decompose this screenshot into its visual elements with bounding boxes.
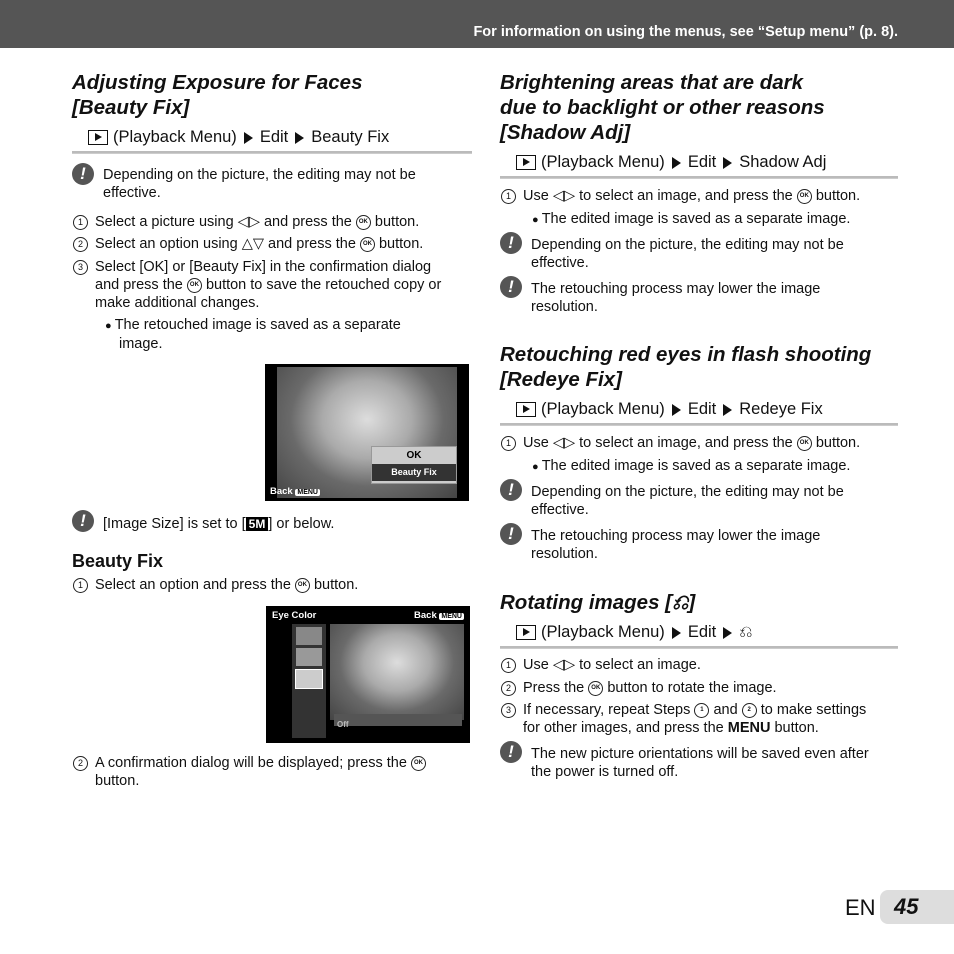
arrow-icon	[672, 404, 681, 416]
eye-option-selected[interactable]	[295, 669, 323, 689]
back-hint: Back MENU	[270, 486, 318, 497]
playback-icon	[516, 402, 536, 417]
rotate-step-2: Press the OK button to rotate the image.	[523, 680, 777, 696]
divider	[500, 176, 898, 179]
caution-icon: !	[500, 479, 522, 501]
section-title-rotate: Rotating images [⎌]	[500, 591, 696, 614]
caution-icon: !	[500, 523, 522, 545]
caution-text: The retouching process may lower the image resolution.	[531, 528, 821, 562]
eye-option[interactable]	[296, 627, 322, 645]
ok-button-icon: OK	[356, 215, 371, 230]
step-number-icon: 3	[73, 260, 88, 275]
arrow-icon	[295, 132, 304, 144]
caution-icon: !	[500, 276, 522, 298]
rotate-icon: ⎌	[739, 623, 753, 641]
step-number-icon: 2	[73, 237, 88, 252]
step-number-icon: 2	[73, 756, 88, 771]
redeye-section	[500, 342, 898, 426]
caution-icon: !	[500, 741, 522, 763]
playback-icon	[88, 130, 108, 145]
step-number-icon: 2	[501, 681, 516, 696]
ok-button-icon: OK	[797, 436, 812, 451]
rotate-step-1: Use ◁▷ to select an image.	[523, 657, 701, 673]
ok-button-icon: OK	[797, 189, 812, 204]
setup-menu-reference: For information on using the menus, see “Setup menu” (p. 8).	[473, 24, 898, 40]
beauty-fix-option[interactable]: Beauty Fix	[372, 464, 456, 481]
section-title-beauty-fix: Adjusting Exposure for Faces [Beauty Fix]	[72, 71, 363, 119]
camera-screen-eye-color	[266, 606, 470, 743]
ok-button-icon: OK	[588, 681, 603, 696]
rotate-section	[500, 590, 898, 649]
caution-text: The retouching process may lower the image resolution.	[531, 281, 821, 315]
image-size-icon: 5M	[246, 517, 269, 531]
step-number-icon: 1	[501, 658, 516, 673]
step-number-icon: 3	[501, 703, 516, 718]
ok-button-icon: OK	[360, 237, 375, 252]
camera-screen-confirm	[265, 364, 469, 501]
left-column	[72, 70, 472, 154]
arrow-icon	[723, 404, 732, 416]
caution-text: The new picture orientations will be saved even after the power is turned off.	[531, 746, 869, 780]
bullet-note: ● The edited image is saved as a separate image.	[532, 457, 850, 476]
step-number-icon: 1	[501, 189, 516, 204]
step-number-icon: 1	[73, 578, 88, 593]
arrow-icon	[244, 132, 253, 144]
arrow-icon	[672, 627, 681, 639]
menu-path: (Playback Menu) Edit ⎌	[516, 623, 898, 644]
caution-text: Depending on the picture, the editing may not be effective.	[103, 167, 416, 201]
bullet-note: ● The retouched image is saved as a separate	[105, 316, 401, 335]
caution-icon: !	[500, 232, 522, 254]
playback-icon	[516, 155, 536, 170]
caution-text: Depending on the picture, the editing may not be effective.	[531, 237, 844, 271]
menu-path: (Playback Menu) Edit Beauty Fix	[88, 128, 472, 149]
ok-button-icon: OK	[187, 278, 202, 293]
step-3: Select [OK] or [Beauty Fix] in the confirmation dialog and press the OK button to save the retouched copy or make additional changes.	[95, 259, 442, 311]
color-slider[interactable]: Off	[334, 714, 462, 726]
portrait-photo	[330, 624, 464, 720]
bullet-note: ● The edited image is saved as a separate image.	[532, 210, 850, 229]
back-hint: Back MENU	[414, 610, 462, 621]
section-title-shadow-adj: Brightening areas that are dark due to backlight or other reasons [Shadow Adj]	[500, 71, 825, 144]
page-number: 45	[894, 894, 919, 919]
subheading-beauty-fix: Beauty Fix	[72, 551, 164, 571]
ok-button-icon: OK	[411, 756, 426, 771]
section-title-redeye: Retouching red eyes in flash shooting [Redeye Fix]	[500, 343, 872, 391]
eye-option[interactable]	[296, 648, 322, 666]
step-number-icon: 1	[501, 436, 516, 451]
ok-option[interactable]: OK	[406, 450, 422, 461]
shadow-step-1: Use ◁▷ to select an image, and press the OK button.	[523, 188, 861, 204]
step-2: Select an option using △▽ and press the OK button.	[95, 236, 424, 252]
rotate-step-3: If necessary, repeat Steps 1 and 2 to make settings for other images, and press the MENU button.	[523, 702, 867, 736]
caution-icon: !	[72, 510, 94, 532]
shadow-adj-section	[500, 70, 898, 179]
beauty-step-2: A confirmation dialog will be displayed; press the OK button.	[95, 754, 465, 790]
arrow-icon	[723, 627, 732, 639]
arrow-icon	[672, 157, 681, 169]
step-1: Select a picture using ◁▷ and press the OK button.	[95, 214, 420, 230]
rotate-icon: ⎌	[672, 591, 689, 614]
language-label: EN	[845, 895, 876, 920]
divider	[500, 423, 898, 426]
ok-button-icon: OK	[295, 578, 310, 593]
step-ref-icon: 2	[742, 703, 757, 718]
redeye-step-1: Use ◁▷ to select an image, and press the OK button.	[523, 435, 861, 451]
divider	[500, 646, 898, 649]
step-number-icon: 1	[73, 215, 88, 230]
caution-image-size: [Image Size] is set to [ 5M ] or below.	[103, 516, 335, 532]
step-ref-icon: 1	[694, 703, 709, 718]
playback-icon	[516, 625, 536, 640]
option-strip	[292, 624, 326, 738]
caution-text: Depending on the picture, the editing may not be effective.	[531, 484, 844, 518]
bullet-note-cont: image.	[119, 336, 163, 352]
caution-icon: !	[72, 163, 94, 185]
beauty-step-1: Select an option and press the OK button.	[95, 577, 359, 593]
confirm-dialog	[371, 446, 457, 484]
screen-title: Eye Color	[272, 610, 317, 621]
arrow-icon	[723, 157, 732, 169]
menu-path: (Playback Menu) Edit Redeye Fix	[516, 400, 898, 421]
top-banner	[0, 0, 954, 48]
menu-path: (Playback Menu) Edit Shadow Adj	[516, 153, 898, 174]
divider	[72, 151, 472, 154]
